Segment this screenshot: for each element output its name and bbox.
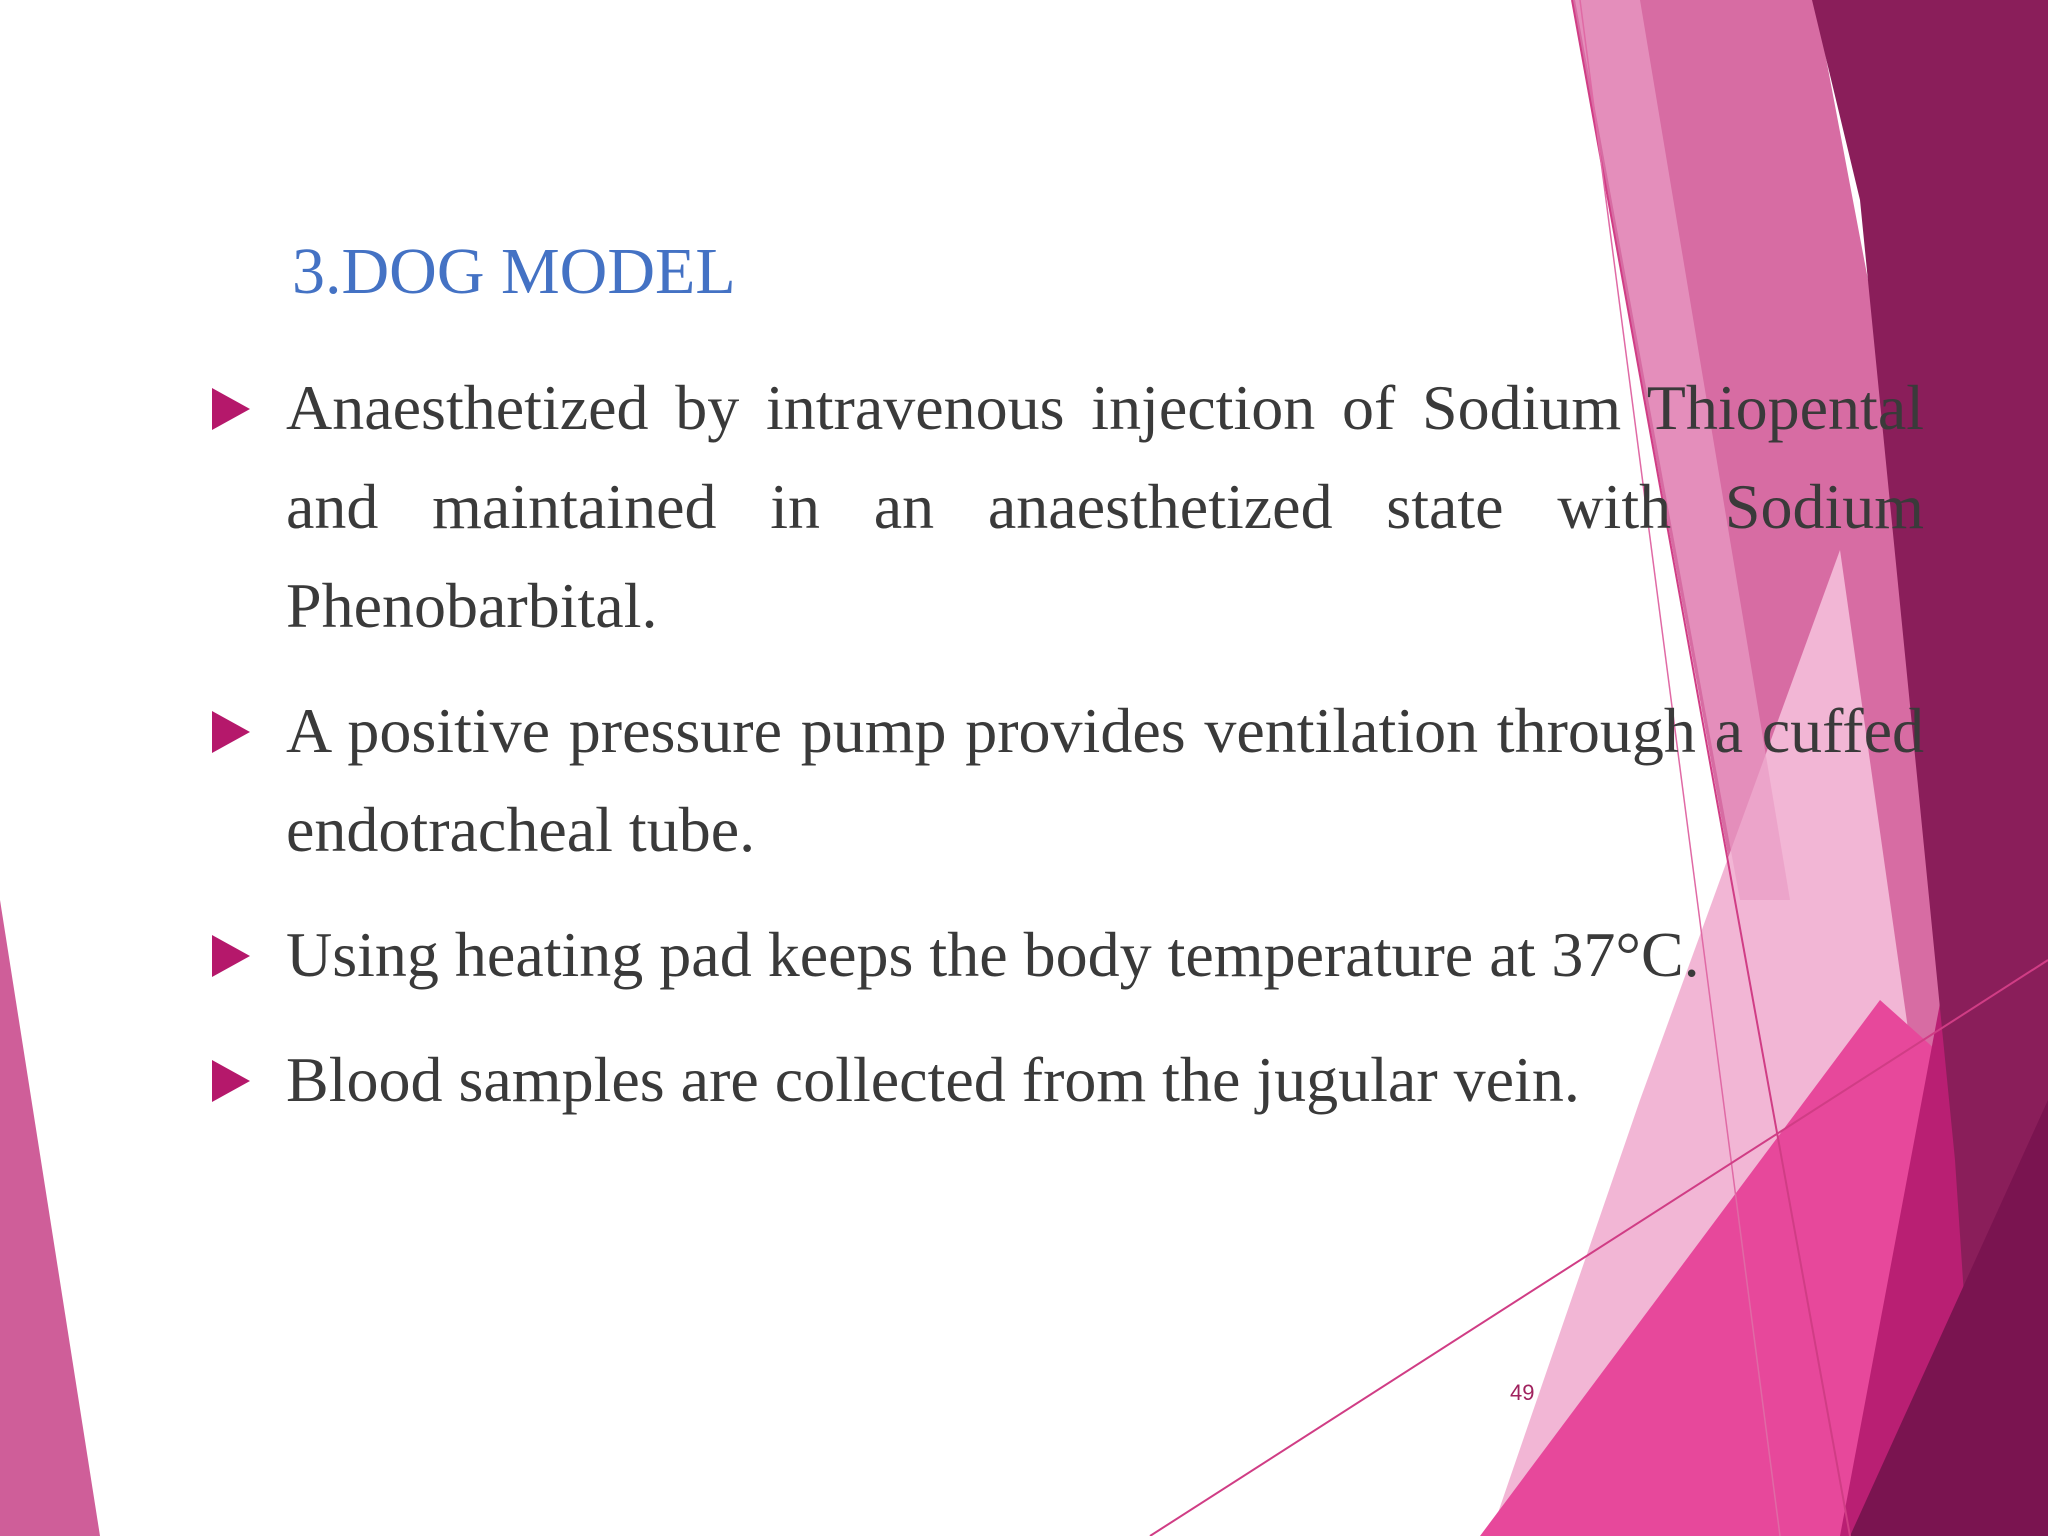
bullet-item (210, 681, 1924, 879)
triangle-right-icon (212, 711, 250, 753)
bullet-item (210, 1030, 1924, 1129)
bullet-item (210, 358, 1924, 655)
bullet-item (210, 905, 1924, 1004)
bullet-text: Anaesthetized by intravenous injection of Sodium Thiopental and maintained in an anaesthetized state with Sodium Phenobarbital. (286, 372, 1924, 641)
bullet-text: Using heating pad keeps the body temperature at 37°C. (286, 919, 1700, 990)
bullet-list (210, 358, 1924, 1155)
bullet-text: A positive pressure pump provides ventilation through a cuffed endotracheal tube. (286, 695, 1924, 865)
triangle-right-icon (212, 935, 250, 977)
page-number: 49 (1510, 1380, 1535, 1405)
bullet-text: Blood samples are collected from the jugular vein. (286, 1044, 1580, 1115)
triangle-right-icon (212, 1060, 250, 1102)
triangle-right-icon (212, 388, 250, 430)
left-wedge-shape (0, 900, 100, 1536)
slide-title: 3.DOG MODEL (292, 235, 736, 308)
